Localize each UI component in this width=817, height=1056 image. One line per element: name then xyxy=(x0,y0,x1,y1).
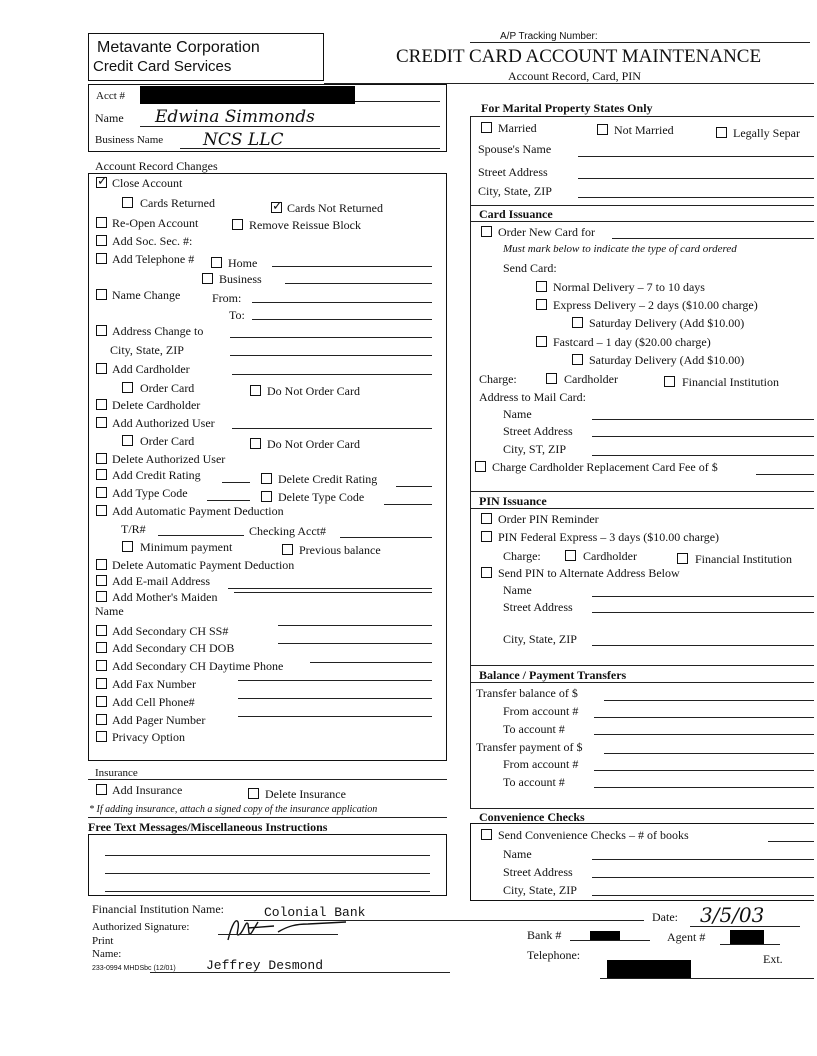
insurance-heading: Insurance xyxy=(95,767,138,779)
fastcard-label: Fastcard – 1 day ($20.00 charge) xyxy=(553,335,711,349)
delete-auto-pay-label: Delete Automatic Payment Deduction xyxy=(112,558,295,572)
pin-charge-cardholder-label: Cardholder xyxy=(583,549,637,563)
changes-heading: Account Record Changes xyxy=(95,159,218,173)
add-maiden-label: Add Mother's Maiden xyxy=(112,590,218,604)
checking-line xyxy=(340,537,432,538)
delete-credit-rating-label: Delete Credit Rating xyxy=(278,472,378,486)
maiden-line xyxy=(234,592,432,593)
reopen-label: Re-Open Account xyxy=(112,216,199,230)
pin-fedex-checkbox[interactable] xyxy=(481,531,492,542)
from-line xyxy=(252,302,432,303)
pager-line xyxy=(238,716,432,717)
business-label: Business Name xyxy=(95,134,164,146)
auth-sig-label: Authorized Signature: xyxy=(92,921,190,933)
add-ssn-checkbox[interactable] xyxy=(96,235,107,246)
order-new-card-label: Order New Card for xyxy=(498,225,595,239)
normal-delivery-checkbox[interactable] xyxy=(536,281,547,292)
order-card2-checkbox[interactable] xyxy=(122,435,133,446)
address-change-label: Address Change to xyxy=(112,324,204,338)
pin-fedex-label: PIN Federal Express – 3 days ($10.00 charge) xyxy=(498,530,720,544)
normal-delivery-label: Normal Delivery – 7 to 10 days xyxy=(553,280,705,294)
fi-value[interactable]: Colonial Bank xyxy=(264,905,366,920)
print-label: Print xyxy=(92,935,114,947)
order-card-label: Order Card xyxy=(140,381,195,395)
print-name-label: Name: xyxy=(92,948,122,960)
add-type-code-label: Add Type Code xyxy=(112,486,188,500)
checks-heading: Convenience Checks xyxy=(479,810,585,824)
add-tel-label: Add Telephone # xyxy=(112,252,195,266)
marital-city-label: City, State, ZIP xyxy=(478,184,552,198)
free-text-line1[interactable] xyxy=(105,855,430,856)
transfers-heading: Balance / Payment Transfers xyxy=(479,668,627,682)
pin-charge-cardholder-checkbox[interactable] xyxy=(565,550,576,561)
print-name-value[interactable]: Jeffrey Desmond xyxy=(206,958,324,973)
from-account1-label: From account # xyxy=(503,704,579,718)
fastcard-checkbox[interactable] xyxy=(536,336,547,347)
close-account-label: Close Account xyxy=(112,176,183,190)
add-cardholder-label: Add Cardholder xyxy=(112,362,190,376)
delete-rating-line xyxy=(396,486,432,487)
add-fax-checkbox[interactable] xyxy=(96,678,107,689)
redacted-agent xyxy=(730,930,764,944)
mail-name-line xyxy=(592,419,814,420)
pin-rule xyxy=(470,508,814,509)
must-mark-note: Must mark below to indicate the type of card ordered xyxy=(503,243,737,255)
marital-city-line xyxy=(578,197,814,198)
checks-name-label: Name xyxy=(503,847,532,861)
transfer-balance-label: Transfer balance of $ xyxy=(476,686,578,700)
company-division: Credit Card Services xyxy=(93,58,232,75)
redacted-telephone xyxy=(607,960,691,978)
redacted-acct xyxy=(140,86,355,104)
replacement-fee-label: Charge Cardholder Replacement Card Fee of $ xyxy=(492,460,718,474)
pin-reminder-label: Order PIN Reminder xyxy=(498,512,599,526)
delete-auth-user-checkbox[interactable] xyxy=(96,453,107,464)
checking-label: Checking Acct# xyxy=(249,524,326,538)
delete-type-code-checkbox[interactable] xyxy=(261,491,272,502)
fi-label: Financial Institution Name: xyxy=(92,902,224,916)
sec-dob-checkbox[interactable] xyxy=(96,642,107,653)
redacted-bank xyxy=(590,931,620,940)
pin-charge-label: Charge: xyxy=(503,549,541,563)
delete-auth-user-label: Delete Authorized User xyxy=(112,452,226,466)
order-card-checkbox[interactable] xyxy=(122,382,133,393)
free-text-box xyxy=(88,834,447,896)
business-phone-checkbox[interactable] xyxy=(202,273,213,284)
email-line xyxy=(228,588,432,589)
sec-ssn-label: Add Secondary CH SS# xyxy=(112,624,229,638)
insurance-bottom xyxy=(88,817,447,818)
mail-street-label: Street Address xyxy=(503,424,573,438)
home-label: Home xyxy=(228,256,258,270)
card-issuance-rule xyxy=(470,221,814,222)
add-type-code-checkbox[interactable] xyxy=(96,487,107,498)
marital-heading: For Marital Property States Only xyxy=(481,101,653,115)
delete-credit-rating-checkbox[interactable] xyxy=(261,473,272,484)
sec-phone-checkbox[interactable] xyxy=(96,660,107,671)
business-value[interactable]: NCS LLC xyxy=(203,130,284,150)
to-account2-label: To account # xyxy=(503,775,565,789)
delete-cardholder-checkbox[interactable] xyxy=(96,399,107,410)
pin-top xyxy=(470,491,814,492)
transfer-payment-label: Transfer payment of $ xyxy=(476,740,583,754)
card-issuance-top xyxy=(470,205,814,206)
address-mail-label: Address to Mail Card: xyxy=(479,390,586,404)
free-text-heading: Free Text Messages/Miscellaneous Instructions xyxy=(88,820,328,834)
add-cell-checkbox[interactable] xyxy=(96,696,107,707)
home-checkbox[interactable] xyxy=(211,257,222,268)
delete-cardholder-label: Delete Cardholder xyxy=(112,398,201,412)
tracking-label: A/P Tracking Number: xyxy=(500,31,598,42)
add-credit-rating-checkbox[interactable] xyxy=(96,469,107,480)
cards-not-returned-checkbox[interactable] xyxy=(271,202,282,213)
send-card-label: Send Card: xyxy=(503,261,557,275)
from-account2-label: From account # xyxy=(503,757,579,771)
pin-heading: PIN Issuance xyxy=(479,494,547,508)
delete-auto-pay-checkbox[interactable] xyxy=(96,559,107,570)
not-married-checkbox[interactable] xyxy=(597,124,608,135)
min-payment-label: Minimum payment xyxy=(140,540,233,554)
form-number: 233-0994 MHDSbc (12/01) xyxy=(92,965,176,972)
tracking-line xyxy=(470,42,810,43)
pin-name-line xyxy=(592,596,814,597)
ext-label: Ext. xyxy=(763,952,783,966)
order-new-card-checkbox[interactable] xyxy=(481,226,492,237)
pin-city-label: City, State, ZIP xyxy=(503,632,577,646)
delete-insurance-checkbox[interactable] xyxy=(248,788,259,799)
sec-phone-line xyxy=(310,662,432,663)
sec-dob-label: Add Secondary CH DOB xyxy=(112,641,235,655)
saturday2-label: Saturday Delivery (Add $10.00) xyxy=(589,353,745,367)
marital-street-label: Street Address xyxy=(478,165,548,179)
business-phone-line xyxy=(285,283,432,284)
checks-street-line xyxy=(592,877,814,878)
checks-city-line xyxy=(592,895,814,896)
city-line xyxy=(230,355,432,356)
pin-city-line xyxy=(592,645,814,646)
to-account1-line xyxy=(594,734,814,735)
add-auto-pay-label: Add Automatic Payment Deduction xyxy=(112,504,284,518)
transfers-top xyxy=(470,665,814,666)
privacy-label: Privacy Option xyxy=(112,730,185,744)
date-line xyxy=(690,926,800,927)
fax-line xyxy=(238,680,432,681)
sec-ssn-line xyxy=(278,625,432,626)
insurance-rule xyxy=(88,779,447,780)
replacement-fee-line xyxy=(756,474,814,475)
not-married-label: Not Married xyxy=(614,123,674,137)
pin-street-line xyxy=(592,612,814,613)
bank-line xyxy=(570,940,650,941)
express-delivery-label: Express Delivery – 2 days ($10.00 charge) xyxy=(553,298,758,312)
card-charge-fi-label: Financial Institution xyxy=(682,375,779,389)
add-cardholder-checkbox[interactable] xyxy=(96,363,107,374)
add-auth-user-label: Add Authorized User xyxy=(112,416,215,430)
sec-phone-label: Add Secondary CH Daytime Phone xyxy=(112,659,284,673)
express-delivery-checkbox[interactable] xyxy=(536,299,547,310)
free-text-line2[interactable] xyxy=(105,873,430,874)
from-label: From: xyxy=(212,291,242,305)
name-change-label: Name Change xyxy=(112,288,181,302)
transfer-balance-line xyxy=(604,700,814,701)
checks-top xyxy=(470,808,814,809)
add-insurance-label: Add Insurance xyxy=(112,783,183,797)
remove-reissue-checkbox[interactable] xyxy=(232,219,243,230)
saturday2-checkbox[interactable] xyxy=(572,354,583,365)
married-label: Married xyxy=(498,121,537,135)
home-line xyxy=(272,266,432,267)
insurance-note: * If adding insurance, attach a signed copy of the insurance application xyxy=(89,804,378,815)
date-value[interactable]: 3/5/03 xyxy=(700,903,765,927)
mail-city-line xyxy=(592,455,814,456)
agent-line xyxy=(720,944,780,945)
right-column-edge xyxy=(470,116,471,808)
telephone-label: Telephone: xyxy=(527,948,581,962)
mail-street-line xyxy=(592,436,814,437)
do-not-order-label: Do Not Order Card xyxy=(267,384,360,398)
add-email-label: Add E-mail Address xyxy=(112,574,210,588)
send-checks-checkbox[interactable] xyxy=(481,829,492,840)
mail-name-label: Name xyxy=(503,407,532,421)
signature-image xyxy=(218,914,348,944)
pin-charge-fi-label: Financial Institution xyxy=(695,552,792,566)
do-not-order2-label: Do Not Order Card xyxy=(267,437,360,451)
from-account2-line xyxy=(594,770,814,771)
type-code-line xyxy=(207,500,250,501)
saturday1-label: Saturday Delivery (Add $10.00) xyxy=(589,316,745,330)
agent-label: Agent # xyxy=(667,930,706,944)
tr-line xyxy=(158,535,244,536)
min-payment-checkbox[interactable] xyxy=(122,541,133,552)
card-charge-fi-checkbox[interactable] xyxy=(664,376,675,387)
form-subtitle: Account Record, Card, PIN xyxy=(508,69,641,83)
to-label: To: xyxy=(229,308,245,322)
tr-label: T/R# xyxy=(121,522,146,536)
free-text-line3[interactable] xyxy=(105,891,430,892)
legally-sep-checkbox[interactable] xyxy=(716,127,727,138)
delete-type-code-label: Delete Type Code xyxy=(278,490,365,504)
pin-alt-address-label: Send PIN to Alternate Address Below xyxy=(498,566,680,580)
spouse-line xyxy=(578,156,814,157)
to-account1-label: To account # xyxy=(503,722,565,736)
address-line xyxy=(230,337,432,338)
add-pager-checkbox[interactable] xyxy=(96,714,107,725)
pin-alt-address-checkbox[interactable] xyxy=(481,567,492,578)
sec-dob-line xyxy=(278,643,432,644)
business-phone-label: Business xyxy=(219,272,262,286)
acct-label: Acct # xyxy=(96,90,126,102)
add-cell-label: Add Cell Phone# xyxy=(112,695,195,709)
address-change-checkbox[interactable] xyxy=(96,325,107,336)
card-charge-cardholder-checkbox[interactable] xyxy=(546,373,557,384)
add-credit-rating-label: Add Credit Rating xyxy=(112,468,201,482)
pin-charge-fi-checkbox[interactable] xyxy=(677,553,688,564)
delete-type-line xyxy=(384,504,432,505)
credit-rating-line xyxy=(222,482,250,483)
name-value[interactable]: Edwina Simmonds xyxy=(155,107,315,127)
telephone-line xyxy=(600,978,814,979)
add-email-checkbox[interactable] xyxy=(96,575,107,586)
delete-insurance-label: Delete Insurance xyxy=(265,787,346,801)
mail-city-label: City, ST, ZIP xyxy=(503,442,567,456)
form-title: CREDIT CARD ACCOUNT MAINTENANCE xyxy=(396,46,762,67)
cards-returned-label: Cards Returned xyxy=(140,196,215,210)
card-issuance-heading: Card Issuance xyxy=(479,207,553,221)
sec-ssn-checkbox[interactable] xyxy=(96,625,107,636)
from-account1-line xyxy=(594,717,814,718)
privacy-checkbox[interactable] xyxy=(96,731,107,742)
signature-line xyxy=(218,934,338,935)
marital-top xyxy=(470,116,814,117)
pin-reminder-checkbox[interactable] xyxy=(481,513,492,524)
cards-returned-checkbox[interactable] xyxy=(122,197,133,208)
add-fax-label: Add Fax Number xyxy=(112,677,196,691)
replacement-fee-checkbox[interactable] xyxy=(475,461,486,472)
cell-line xyxy=(238,698,432,699)
books-line xyxy=(768,841,814,842)
pin-name-label: Name xyxy=(503,583,532,597)
name-label: Name xyxy=(95,111,124,125)
add-ssn-label: Add Soc. Sec. #: xyxy=(112,234,193,248)
bank-label: Bank # xyxy=(527,928,562,942)
send-checks-label: Send Convenience Checks – # of books xyxy=(498,828,689,842)
add-auto-pay-checkbox[interactable] xyxy=(96,505,107,516)
prev-balance-label: Previous balance xyxy=(299,543,381,557)
transfer-payment-line xyxy=(604,753,814,754)
add-auth-user-checkbox[interactable] xyxy=(96,417,107,428)
do-not-order-checkbox[interactable] xyxy=(250,385,261,396)
checks-city-label: City, State, ZIP xyxy=(503,883,577,897)
company-name: Metavante Corporation xyxy=(97,39,260,56)
date-label: Date: xyxy=(652,910,678,924)
pin-street-label: Street Address xyxy=(503,600,573,614)
close-account-checkbox[interactable] xyxy=(96,177,107,188)
order-card2-label: Order Card xyxy=(140,434,195,448)
do-not-order2-checkbox[interactable] xyxy=(250,438,261,449)
card-charge-cardholder-label: Cardholder xyxy=(564,372,618,386)
maiden-name-label: Name xyxy=(95,604,124,618)
to-account2-line xyxy=(594,787,814,788)
checks-street-label: Street Address xyxy=(503,865,573,879)
transfers-rule xyxy=(470,682,814,683)
married-checkbox[interactable] xyxy=(481,122,492,133)
marital-street-line xyxy=(578,178,814,179)
print-name-line xyxy=(150,972,450,973)
reopen-checkbox[interactable] xyxy=(96,217,107,228)
legally-sep-label: Legally Separ xyxy=(733,126,800,140)
card-charge-label: Charge: xyxy=(479,372,517,386)
checks-name-line xyxy=(592,859,814,860)
order-new-card-line xyxy=(612,238,814,239)
name-change-checkbox[interactable] xyxy=(96,289,107,300)
cardholder-line xyxy=(232,374,432,375)
add-insurance-checkbox[interactable] xyxy=(96,784,107,795)
to-line xyxy=(252,319,432,320)
remove-reissue-label: Remove Reissue Block xyxy=(249,218,361,232)
add-tel-checkbox[interactable] xyxy=(96,253,107,264)
city-state-zip-label: City, State, ZIP xyxy=(110,343,184,357)
cards-not-returned-label: Cards Not Returned xyxy=(287,201,383,215)
prev-balance-checkbox[interactable] xyxy=(282,544,293,555)
auth-user-line xyxy=(232,428,432,429)
saturday1-checkbox[interactable] xyxy=(572,317,583,328)
spouse-label: Spouse's Name xyxy=(478,142,552,156)
add-maiden-checkbox[interactable] xyxy=(96,591,107,602)
add-pager-label: Add Pager Number xyxy=(112,713,206,727)
